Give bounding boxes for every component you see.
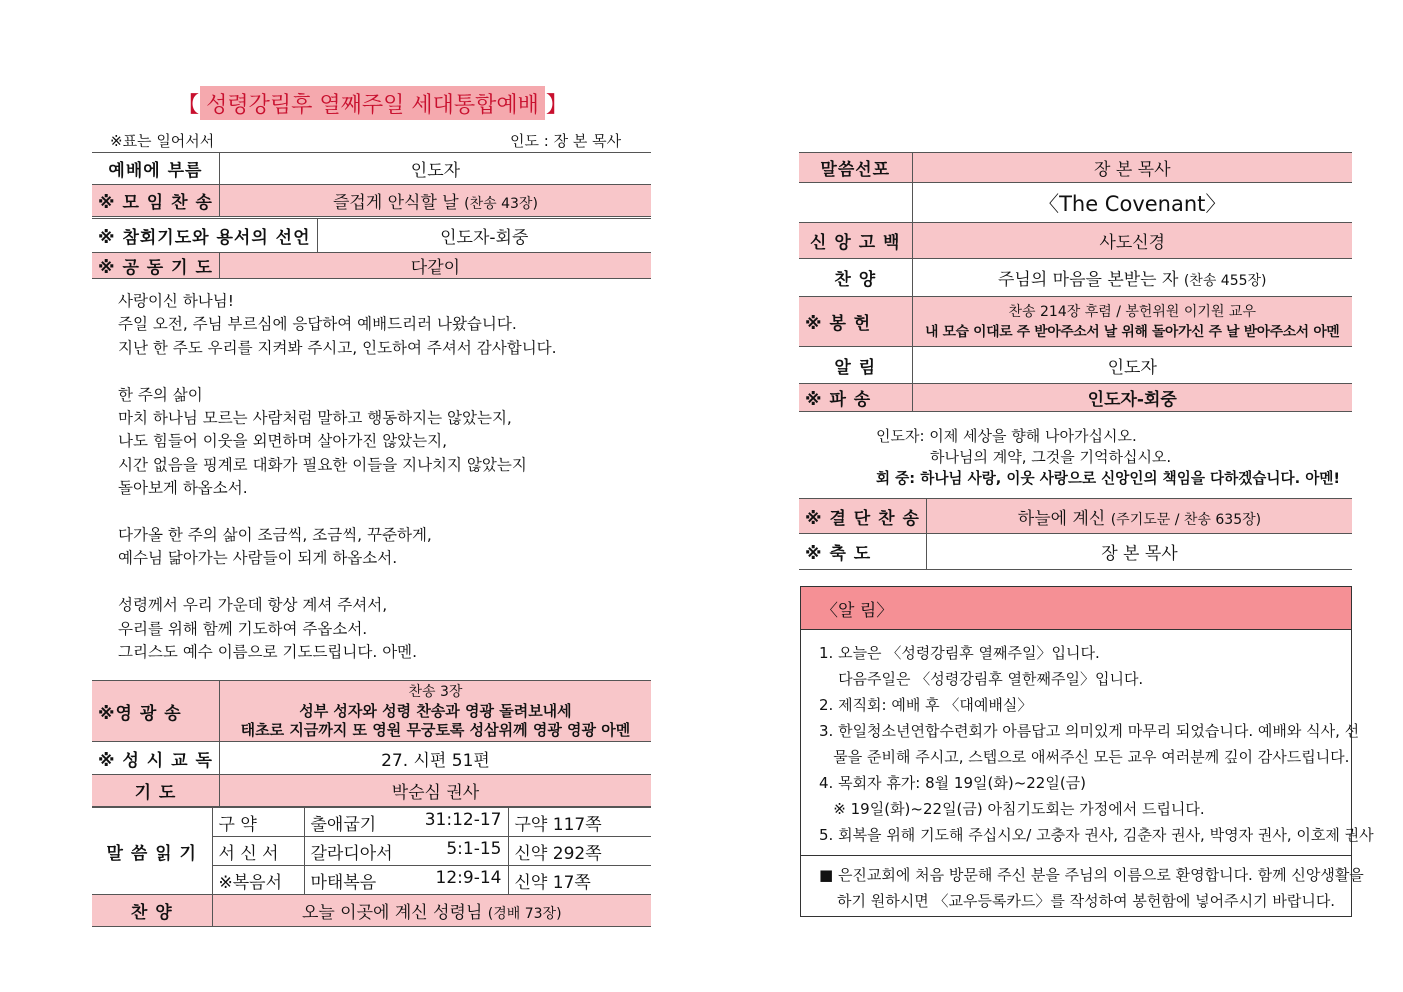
row-value: 다같이 xyxy=(219,253,651,279)
row-value: 인도자-회중 xyxy=(317,219,651,253)
row-value: 인도자 xyxy=(912,347,1352,384)
row-label: ※ 모 임 찬 송 xyxy=(92,185,219,217)
row-sermon xyxy=(799,153,1352,183)
notice-item: 4. 목회자 휴가: 8월 19일(화)~22일(금) xyxy=(819,774,1087,792)
prayer-line: 다가올 한 주의 삶이 조금씩, 조금씩, 꾸준하게, xyxy=(118,526,432,545)
row-label: ※영 광 송 xyxy=(92,681,219,742)
row-label: ※ 결 단 찬 송 xyxy=(799,499,926,534)
row-opening-hymn xyxy=(92,185,651,217)
prayer-line xyxy=(118,571,638,594)
reading-row xyxy=(92,808,651,837)
row-psalm xyxy=(92,742,651,775)
reading-type: 서 신 서 xyxy=(212,837,304,866)
notice-box xyxy=(800,586,1374,917)
notice-item: 다음주일은 〈성령강림후 열한째주일〉입니다. xyxy=(819,670,1144,688)
row-offering xyxy=(799,297,1352,347)
notice-item: ※ 19일(화)~22일(금) 아침기도회는 가정에서 드립니다. xyxy=(819,800,1205,818)
row-label: 기 도 xyxy=(92,775,219,807)
row-value: 즐겁게 안식할 날 (찬송 43장) xyxy=(219,185,651,217)
row-value: 사도신경 xyxy=(912,223,1352,259)
prayer-line: 예수님 닮아가는 사람들이 되게 하옵소서. xyxy=(118,549,398,568)
prayer-line: 나도 힘들어 이웃을 외면하며 살아가진 않았는지, xyxy=(118,432,448,451)
row-value: 장 본 목사 xyxy=(912,153,1352,183)
notice-item: 1. 오늘은 〈성령강림후 열째주일〉입니다. xyxy=(819,644,1100,662)
row-label: ※ 축 도 xyxy=(799,534,926,570)
order-table-right-2 xyxy=(799,498,1352,570)
service-title: 【 성령강림후 열째주일 세대통합예배 】 xyxy=(200,86,545,120)
row-value: 인도자-회중 xyxy=(912,384,1352,412)
row-call-to-worship xyxy=(92,153,651,185)
reading-book: 갈라디아서 5:1-15 xyxy=(304,837,508,866)
row-label: ※ 참회기도와 용서의 선언 xyxy=(92,219,317,253)
order-table-1 xyxy=(92,152,651,217)
dismissal-line1: 인도자: 이제 세상을 향해 나아가십시오. xyxy=(876,427,1137,445)
joint-prayer-text xyxy=(118,290,638,664)
standing-note: ※표는 일어서서 xyxy=(110,132,215,150)
reading-type: 구 약 xyxy=(212,808,304,837)
prayer-line: 한 주의 삶이 xyxy=(118,385,203,404)
row-label: 찬 양 xyxy=(799,259,912,297)
row-label: ※ 성 시 교 독 xyxy=(92,742,219,775)
row-value: 박순심 권사 xyxy=(219,775,651,807)
row-label: 찬 양 xyxy=(92,895,212,927)
reading-page: 신약 292쪽 xyxy=(508,837,651,866)
notice-title: 〈알 림〉 xyxy=(801,587,1351,630)
reading-page: 구약 117쪽 xyxy=(508,808,651,837)
row-benediction xyxy=(799,534,1352,570)
row-value: 하늘에 계신 (주기도문 / 찬송 635장) xyxy=(926,499,1352,534)
row-label: 예배에 부름 xyxy=(92,153,219,185)
row-praise xyxy=(799,259,1352,297)
row-joint-prayer xyxy=(92,253,651,279)
row-value: 찬송 214장 후렴 / 봉헌위원 이기원 교우 내 모습 이대로 주 받아주소서 날 위해 돌아가신 주 날 받아주소서 아멘 xyxy=(912,297,1352,347)
prayer-line: 지난 한 주도 우리를 지켜봐 주시고, 인도하여 주셔서 감사합니다. xyxy=(118,338,557,357)
row-anthem xyxy=(92,895,651,927)
prayer-line: 사랑이신 하나님! xyxy=(118,292,234,310)
row-prayer xyxy=(92,775,651,807)
readings-label: 말 씀 읽 기 xyxy=(92,808,212,895)
row-value: 주님의 마음을 본받는 자 (찬송 455장) xyxy=(912,259,1352,297)
row-gloria xyxy=(92,681,651,742)
row-label: ※ 봉 헌 xyxy=(799,297,912,347)
reading-book: 마태복음 12:9-14 xyxy=(304,866,508,895)
notice-list xyxy=(801,630,1374,848)
prayer-line: 그리스도 예수 이름으로 기도드립니다. 아멘. xyxy=(118,643,418,662)
prayer-line: 돌아보게 하옵소서. xyxy=(118,479,248,498)
order-table-3 xyxy=(92,252,651,279)
reading-type: ※복음서 xyxy=(212,866,304,895)
row-value: 27. 시편 51편 xyxy=(219,742,651,775)
reading-book: 출애굽기 31:12-17 xyxy=(304,808,508,837)
row-sermon-title xyxy=(799,183,1352,223)
order-table-right xyxy=(799,152,1352,412)
row-label: 말씀선포 xyxy=(799,153,912,183)
row-dismissal xyxy=(799,384,1352,412)
sermon-title: 〈The Covenant〉 xyxy=(912,183,1352,223)
welcome-note: ■ 은진교회에 처음 방문해 주신 분을 주님의 이름으로 환영합니다. 함께 신앙생활을 하기 원하시면 〈교우등록카드〉를 작성하여 봉헌함에 넣어주시기 바랍니다. xyxy=(801,855,1351,914)
row-closing-hymn xyxy=(799,499,1352,534)
row-confession xyxy=(92,219,651,253)
dismissal-line2: 하나님의 계약, 그것을 기억하십시오. xyxy=(930,448,1172,466)
dismissal-line3: 회 중: 하나님 사랑, 이웃 사랑으로 신앙인의 책임을 다하겠습니다. 아멘! xyxy=(876,470,1341,487)
prayer-line xyxy=(118,501,638,524)
leader-note: 인도 : 장 본 목사 xyxy=(510,132,622,150)
row-value: 장 본 목사 xyxy=(926,534,1352,570)
prayer-line: 성령께서 우리 가운데 항상 계셔 주셔서, xyxy=(118,596,388,615)
row-label: 신 앙 고 백 xyxy=(799,223,912,259)
notice-item: 3. 한일청소년연합수련회가 아름답고 의미있게 마무리 되었습니다. 예배와 식사, 선 xyxy=(819,722,1360,740)
prayer-line xyxy=(118,360,638,383)
readings-table xyxy=(92,807,651,927)
prayer-line: 마치 하나님 모르는 사람처럼 말하고 행동하지는 않았는지, xyxy=(118,409,512,428)
reading-page: 신약 17쪽 xyxy=(508,866,651,895)
row-value: 오늘 이곳에 계신 성령님 (경배 73장) xyxy=(212,895,651,927)
row-creed xyxy=(799,223,1352,259)
order-table-2 xyxy=(92,218,651,253)
row-value: 찬송 3장 성부 성자와 성령 찬송과 영광 돌려보내세 태초로 지금까지 또 영원 무궁토록 성삼위께 영광 영광 아멘 xyxy=(219,681,651,742)
prayer-line: 주일 오전, 주님 부르심에 응답하여 예배드리러 나왔습니다. xyxy=(118,315,517,334)
order-table-4 xyxy=(92,680,651,807)
notice-item: 5. 회복을 위해 기도해 주십시오/ 고충자 권사, 김춘자 권사, 박영자 권사, 이호제 권사 xyxy=(819,826,1374,844)
notice-item: 물을 준비해 주시고, 스텝으로 애써주신 모든 교우 여러분께 깊이 감사드립니다. xyxy=(819,748,1350,766)
row-label: ※ 공 동 기 도 xyxy=(92,253,219,279)
row-news xyxy=(799,347,1352,384)
row-label: ※ 파 송 xyxy=(799,384,912,412)
prayer-line: 우리를 위해 함께 기도하여 주옵소서. xyxy=(118,619,368,638)
notice-item: 2. 제직회: 예배 후 〈대예배실〉 xyxy=(819,696,1033,714)
prayer-line: 시간 없음을 핑계로 대화가 필요한 이들을 지나치지 않았는지 xyxy=(118,455,527,474)
row-label: 알 림 xyxy=(799,347,912,384)
row-value: 인도자 xyxy=(219,153,651,185)
